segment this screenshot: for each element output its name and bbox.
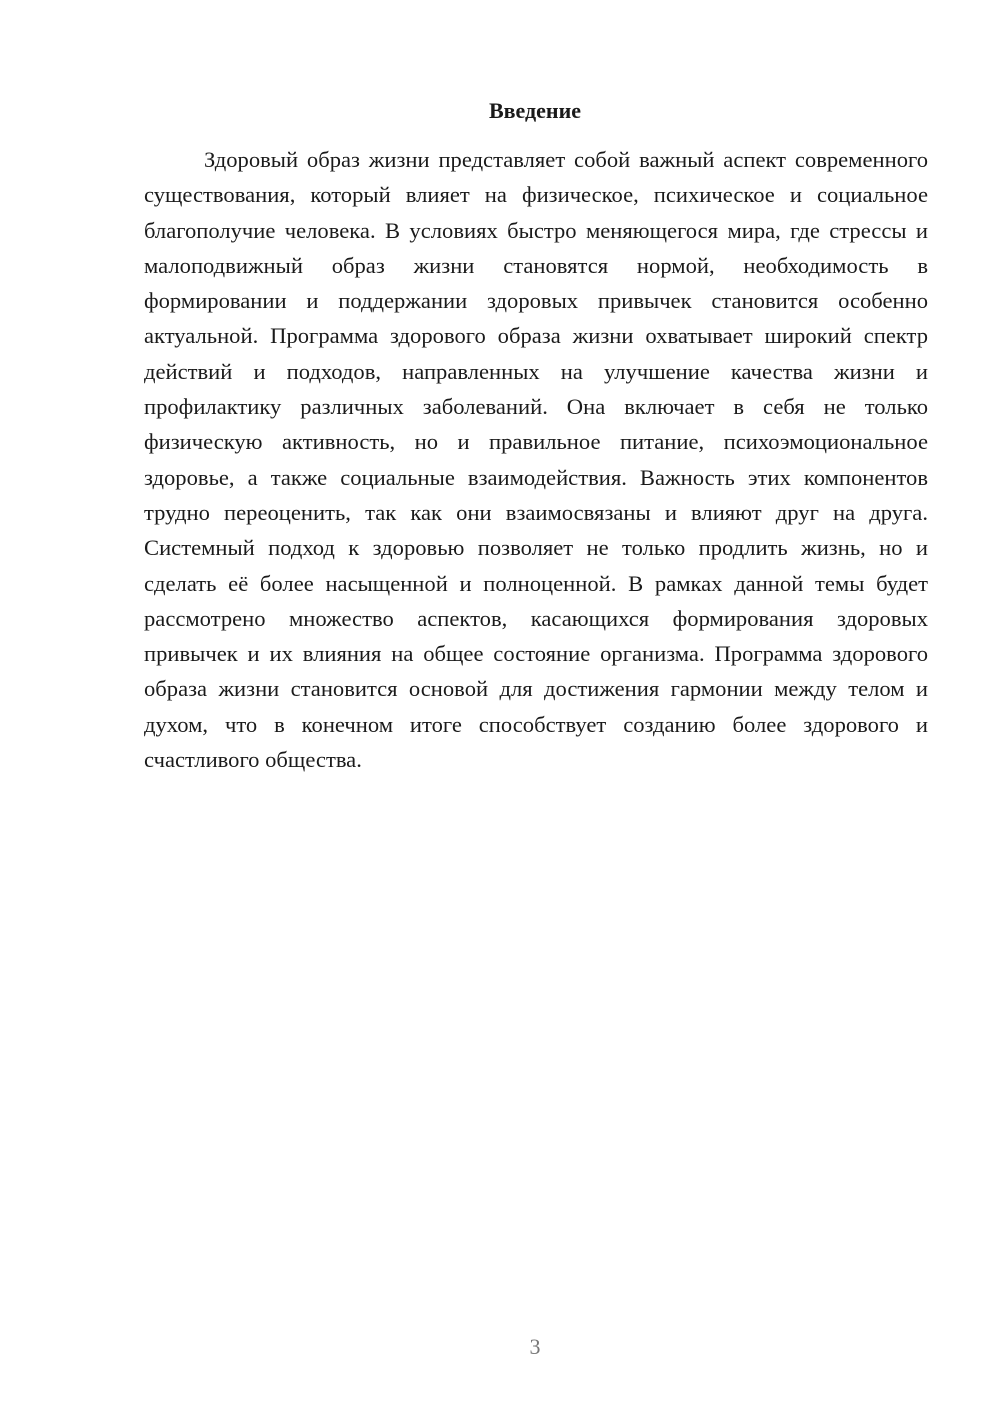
section-heading: Введение xyxy=(488,98,582,123)
intro-paragraph: Здоровый образ жизни представляет собой важный аспект современного существования, который влияет на физическое, психическое и социальное благополучие человека. В условиях быстро меняющегося мира, где стрессы и малоподвижный образ жизни становятся нормой, необходимость в формировании и поддержании здоровых привычек становится особенно актуальной. Программа здорового образа жизни охватывает широкий спектр действий и подходов, направленных на улучшение качества жизни и профилактику различных заболеваний. Она включает в себя не только физическую активность, но и правильное питание, психоэмоциональное здоровье, а также социальные взаимодействия. Важность этих компонентов трудно переоценить, так как они взаимосвязаны и влияют друг на друга. Системный подход к здоровью позволяет не только продлить жизнь, но и сделать её более насыщенной и полноценной. В рамках данной темы будет рассмотрено множество аспектов, касающихся формирования здоровых привычек и их влияния на общее состояние организма. Программа здорового образа жизни становится основой для достижения гармонии между телом и духом, что в конечном итоге способствует созданию более здорового и счастливого общества. xyxy=(144,147,928,773)
page-number: 3 xyxy=(529,1334,541,1359)
